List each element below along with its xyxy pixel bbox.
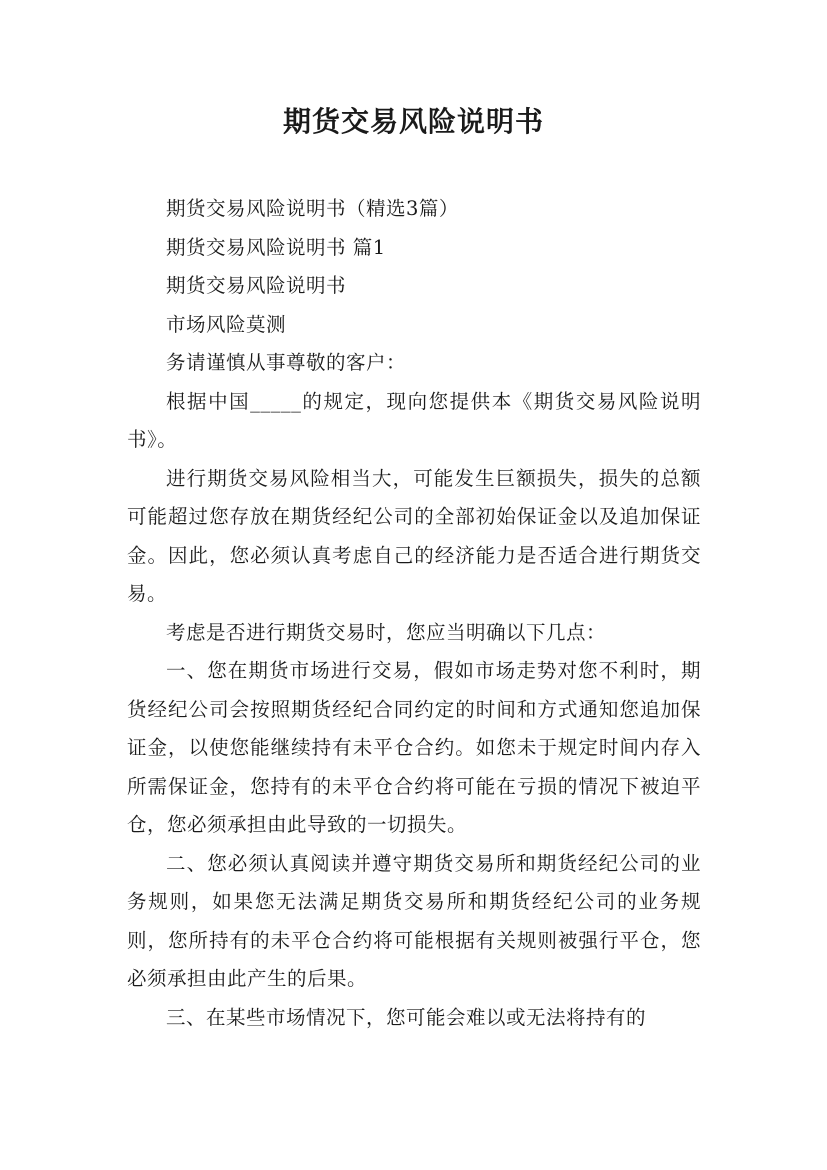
paragraph-subtitle: 期货交易风险说明书（精选3篇） [166, 197, 459, 220]
paragraph-point-2: 二、您必须认真阅读并遵守期货交易所和期货经纪公司的业务规则，如果您无法满足期货交易所和期货经纪公司的业务规则，您所持有的未平仓合约将可能根据有关规则被强行平仓，您必须承担由此产生的后果。 [127, 851, 701, 990]
paragraph-section-heading: 期货交易风险说明书 篇1 [166, 235, 386, 259]
document-title: 期货交易风险说明书 [282, 105, 544, 138]
paragraph-salutation: 务请谨慎从事尊敬的客户： [166, 351, 407, 374]
paragraph-warning: 市场风险莫测 [166, 312, 287, 336]
paragraph-point-3: 三、在某些市场情况下，您可能会难以或无法将持有的 [166, 1005, 647, 1029]
paragraph-doc-name: 期货交易风险说明书 [166, 274, 347, 297]
paragraph-point-1: 一、您在期货市场进行交易，假如市场走势对您不利时，期货经纪公司会按照期货经纪合同约定的时间和方式通知您追加保证金，以使您能继续持有未平仓合约。如您未于规定时间内存入所需保证金，您持有的未平仓合约将可能在亏损的情况下被迫平仓，您必须承担由此导致的一切损失。 [127, 659, 701, 836]
document-body [127, 190, 701, 1037]
paragraph-intro: 根据中国_____的规定，现向您提供本《期货交易风险说明书》。 [127, 389, 701, 451]
paragraph-risk-overview: 进行期货交易风险相当大，可能发生巨额损失，损失的总额可能超过您存放在期货经纪公司的全部初始保证金以及追加保证金。因此，您必须认真考虑自己的经济能力是否适合进行期货交易。 [127, 466, 701, 605]
paragraph-considerations: 考虑是否进行期货交易时，您应当明确以下几点： [166, 620, 607, 644]
